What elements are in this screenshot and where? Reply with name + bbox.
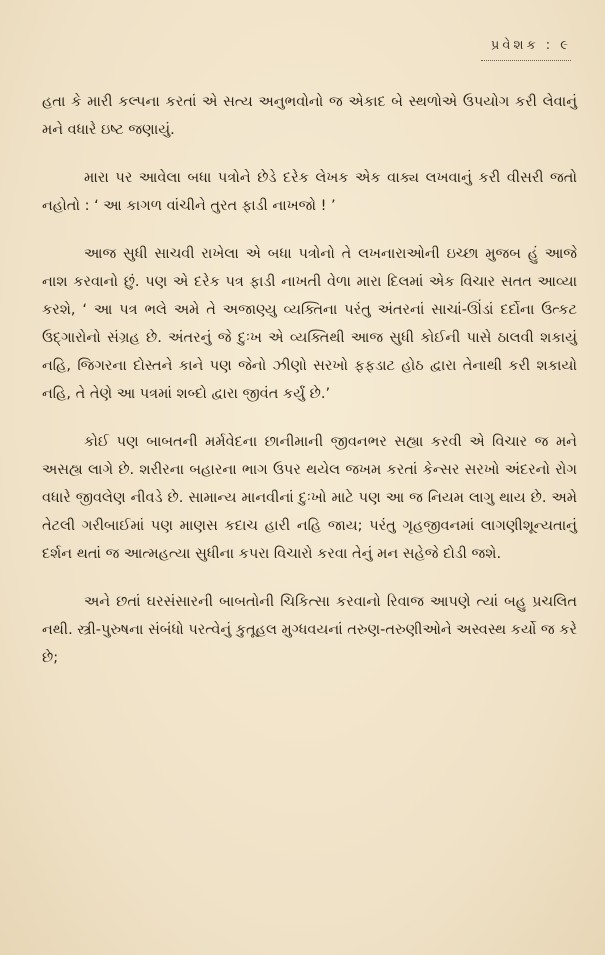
paragraph-1: હતા કે મારી કલ્પના કરતાં એ સત્ય અનુભવોનો જ એકાદ બે સ્થળોએ ઉપયોગ કરી લેવાનું મને વધારે ઇષ્ટ જણાયું. [42,94,577,138]
paragraph-5: અને છતાં ઘરસંસારની બાબતોની ચિકિત્સા કરવાનો રિવાજ આપણે ત્યાં બહુ પ્રચલિત નથી. સ્ત્રી-પુરુષના સંબંધો પરત્વેનું કુતૂહલ મુગ્ધવયનાં તરુણ-તરુણીઓને અસ્વસ્થ કર્યો જ કરે છે; [42,594,577,666]
paragraph-2: મારા પર આવેલા બધા પત્રોને છેડે દરેક લેખક એક વાક્ય લખવાનું કરી વીસરી જતો નહોતો : ‘ આ કાગળ વાંચીને તુરત ફાડી નાખજો ! ’ [42,170,577,214]
paragraph-3: આજ સુધી સાચવી રાખેલા એ બધા પત્રોનો તે લખનારાઓની ઇચ્છા મુજબ હું આજે નાશ કરવાનો છું. પણ એ દરેક પત્ર ફાડી નાખતી વેળા મારા દિલમાં એક વિચાર સતત આવ્યા કરશે, ‘ આ પત્ર ભલે અમે તે અજાણ્યુ વ્યક્તિના પરંતુ અંતરનાં સાચાં-ઊંડાં દર્દોના ઉત્કટ ઉદ્ગારોનો સંગ્રહ છે. અંતરનું જે દુઃખ એ વ્યક્તિથી આજ સુધી કોઈની પાસે ઠાલવી શકાયું નહિ, જિગરના દોસ્તને કાને પણ જેનો ઝીણો સરખો ફફડાટ હોઠ દ્વારા તેનાથી કરી શકાયો નહિ, તે તેણે આ પત્રમાં શબ્દો દ્વારા જીવંત કર્યું છે.’ [42,246,577,402]
paragraph-4: કોઈ પણ બાબતની મર્મવેદના છાનીમાની જીવનભર સહ્યા કરવી એ વિચાર જ મને અસહ્ય લાગે છે. શરીરના બહારના ભાગ ઉપર થયેલ જખમ કરતાં કેન્સર સરખો અંદરનો રોગ વધારે જીવલેણ નીવડે છે. સામાન્ય માનવીનાં દુઃખો માટે પણ આ જ નિયમ લાગુ થાય છે. અમે તેટલી ગરીબાઈમાં પણ માણસ કદાચ હારી નહિ જાય; પરંતુ ગૃહજીવનમાં લાગણીશૂન્યતાનું દર્શન થતાં જ આત્મહત્યા સુધીના કપરા વિચારો કરવા તેનું મન સહેજે દોડી જશે. [42,434,577,562]
running-head-rule [481,60,571,61]
body-text [42,88,577,692]
running-head: પ્રવેશક : ૯ [490,38,571,53]
